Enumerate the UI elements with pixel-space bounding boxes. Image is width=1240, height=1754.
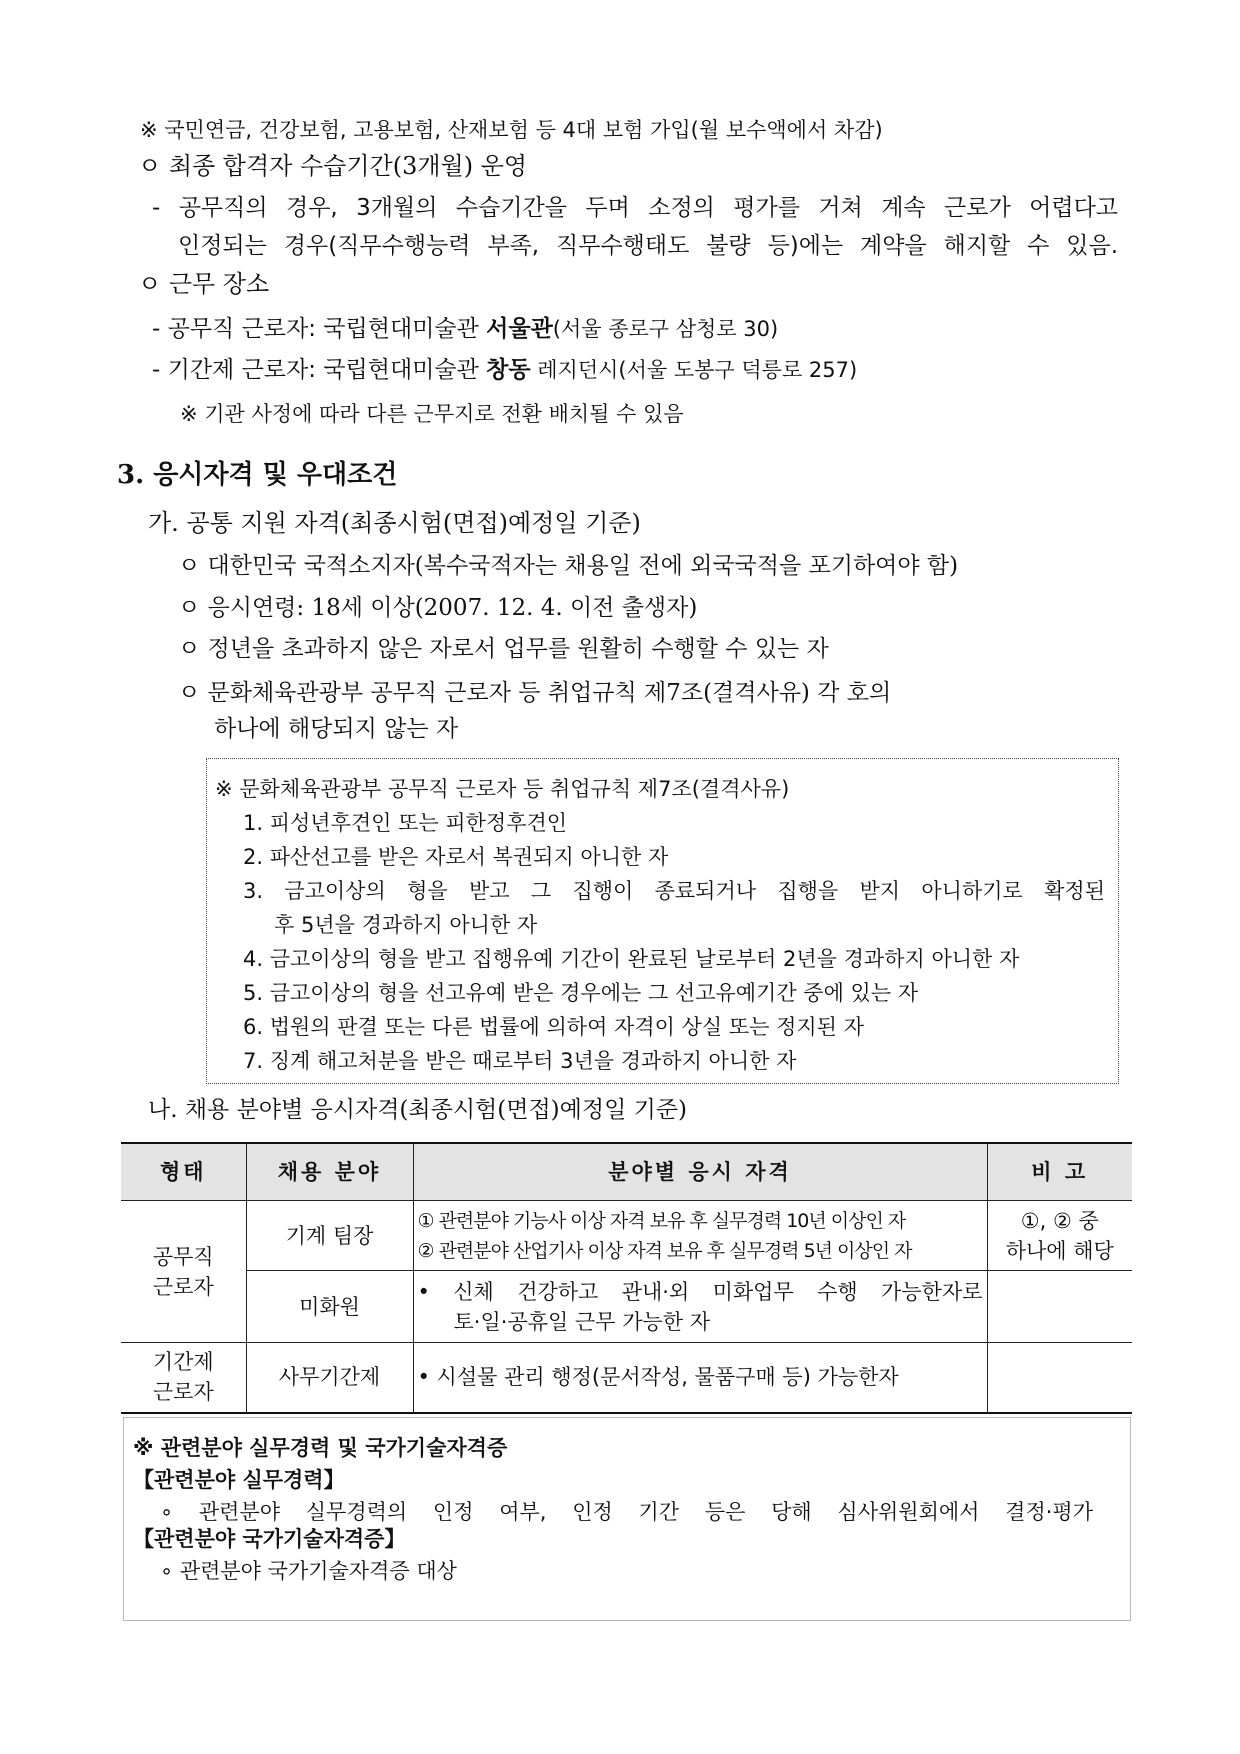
header-type: 형태 bbox=[121, 1143, 246, 1201]
field-cell: 기계 팀장 bbox=[246, 1201, 413, 1271]
type-label: 근로자 bbox=[152, 1380, 214, 1405]
requirement-4-line-2: 하나에 해당되지 않는 자 bbox=[214, 716, 459, 742]
workplace-item-1-site: 서울관 bbox=[486, 316, 553, 342]
type-cell-regular bbox=[121, 1201, 246, 1343]
workplace-item-2-address: 레지던시(서울 도봉구 덕릉로 257) bbox=[530, 358, 858, 382]
table-row bbox=[121, 1343, 1132, 1413]
requirement-2: ㅇ 응시연령: 18세 이상(2007. 12. 4. 이전 출생자) bbox=[178, 595, 698, 621]
type-cell-fixed-term bbox=[121, 1343, 246, 1413]
header-requirement: 분야별 응시 자격 bbox=[413, 1143, 987, 1201]
table-header-row bbox=[121, 1143, 1132, 1201]
requirement-text: ① 관련분야 기능사 이상 자격 보유 후 실무경력 10년 이상인 자 bbox=[417, 1209, 906, 1232]
header-note: 비 고 bbox=[987, 1143, 1132, 1201]
field-cell: 미화원 bbox=[246, 1271, 413, 1343]
recruitment-table bbox=[121, 1142, 1132, 1414]
requirement-text: • 신체 건강하고 관내·외 미화업무 수행 가능한자로 bbox=[417, 1279, 983, 1304]
probation-line-1: - 공무직의 경우, 3개월의 수습기간을 두며 소정의 평가를 거쳐 계속 근로가 어렵다고 bbox=[152, 195, 1118, 221]
note-text: ①, ② 중 bbox=[1020, 1208, 1099, 1233]
workplace-item-1-label: - 공무직 근로자: 국립현대미술관 bbox=[152, 316, 487, 342]
workplace-heading: ㅇ 근무 장소 bbox=[138, 270, 270, 298]
subsection-a-title: 가. 공통 지원 자격(최종시험(면접)예정일 기준) bbox=[148, 509, 641, 537]
workplace-item-1 bbox=[152, 313, 778, 345]
requirement-text: 토·일·공휴일 근무 가능한 자 bbox=[453, 1309, 711, 1334]
requirement-cell bbox=[413, 1201, 987, 1271]
workplace-item-2-label: - 기간제 근로자: 국립현대미술관 bbox=[152, 357, 487, 383]
disqualification-item: 1. 피성년후견인 또는 피한정후견인 bbox=[243, 811, 568, 835]
type-label: 근로자 bbox=[152, 1274, 214, 1299]
experience-box-title: ※ 관련분야 실무경력 및 국가기술자격증 bbox=[133, 1436, 508, 1460]
requirement-4-line-1: ㅇ 문화체육관광부 공무직 근로자 등 취업규칙 제7조(결격사유) 각 호의 bbox=[178, 680, 892, 706]
workplace-note: ※ 기관 사정에 따라 다른 근무지로 전환 배치될 수 있음 bbox=[180, 402, 684, 426]
disqualification-item: 5. 금고이상의 형을 선고유예 받은 경우에는 그 선고유예기간 중에 있는 자 bbox=[243, 981, 919, 1005]
section-3-title: 3. 응시자격 및 우대조건 bbox=[117, 460, 398, 490]
requirement-3: ㅇ 정년을 초과하지 않은 자로서 업무를 원활히 수행할 수 있는 자 bbox=[178, 636, 829, 662]
probation-heading: ㅇ 최종 합격자 수습기간(3개월) 운영 bbox=[138, 152, 528, 180]
disqualification-item: 4. 금고이상의 형을 받고 집행유예 기간이 완료된 날로부터 2년을 경과하지 아니한 자 bbox=[243, 947, 1020, 971]
subsection-b-title: 나. 채용 분야별 응시자격(최종시험(면접)예정일 기준) bbox=[148, 1097, 688, 1123]
workplace-item-2-site: 창동 bbox=[486, 357, 531, 383]
experience-subtitle: 【관련분야 실무경력】 bbox=[133, 1468, 345, 1492]
disqualification-item-continuation: 후 5년을 경과하지 아니한 자 bbox=[274, 913, 538, 937]
note-cell bbox=[987, 1271, 1132, 1343]
note-cell bbox=[987, 1201, 1132, 1271]
certificate-text: ∘ 관련분야 국가기술자격증 대상 bbox=[160, 1559, 457, 1583]
requirement-1: ㅇ 대한민국 국적소지자(복수국적자는 채용일 전에 외국국적을 포기하여야 함) bbox=[178, 553, 959, 579]
disqualification-item: 6. 법원의 판결 또는 다른 법률에 의하여 자격이 상실 또는 정지된 자 bbox=[243, 1015, 864, 1039]
probation-line-2: 인정되는 경우(직무수행능력 부족, 직무수행태도 불량 등)에는 계약을 해지할 수 있음. bbox=[178, 233, 1118, 259]
type-label: 기간제 bbox=[152, 1350, 214, 1375]
certificate-subtitle: 【관련분야 국가기술자격증】 bbox=[133, 1527, 406, 1551]
workplace-item-1-address: (서울 종로구 삼청로 30) bbox=[552, 317, 779, 341]
requirement-cell bbox=[413, 1271, 987, 1343]
note-text: 하나에 해당 bbox=[1005, 1238, 1114, 1263]
requirement-text: ② 관련분야 산업기사 이상 자격 보유 후 실무경력 5년 이상인 자 bbox=[417, 1239, 912, 1262]
experience-text: ∘ 관련분야 실무경력의 인정 여부, 인정 기간 등은 당해 심사위원회에서 결정·평가 bbox=[160, 1500, 1093, 1524]
field-cell: 사무기간제 bbox=[246, 1343, 413, 1413]
workplace-item-2 bbox=[152, 354, 857, 386]
header-field: 채용 분야 bbox=[246, 1143, 413, 1201]
table-row bbox=[121, 1201, 1132, 1271]
disqualification-item: 7. 징계 해고처분을 받은 때로부터 3년을 경과하지 아니한 자 bbox=[243, 1049, 797, 1073]
disqualification-item: 3. 금고이상의 형을 받고 그 집행이 종료되거나 집행을 받지 아니하기로 확정된 bbox=[243, 879, 1105, 903]
table-row bbox=[121, 1271, 1132, 1343]
disqualification-title: ※ 문화체육관광부 공무직 근로자 등 취업규칙 제7조(결격사유) bbox=[215, 777, 790, 801]
requirement-cell: • 시설물 관리 행정(문서작성, 물품구매 등) 가능한자 bbox=[413, 1343, 987, 1413]
insurance-note: ※ 국민연금, 건강보험, 고용보험, 산재보험 등 4대 보험 가입(월 보수액에서 차감) bbox=[140, 118, 883, 142]
type-label: 공무직 bbox=[152, 1244, 214, 1269]
note-cell bbox=[987, 1343, 1132, 1413]
disqualification-item: 2. 파산선고를 받은 자로서 복권되지 아니한 자 bbox=[243, 845, 669, 869]
